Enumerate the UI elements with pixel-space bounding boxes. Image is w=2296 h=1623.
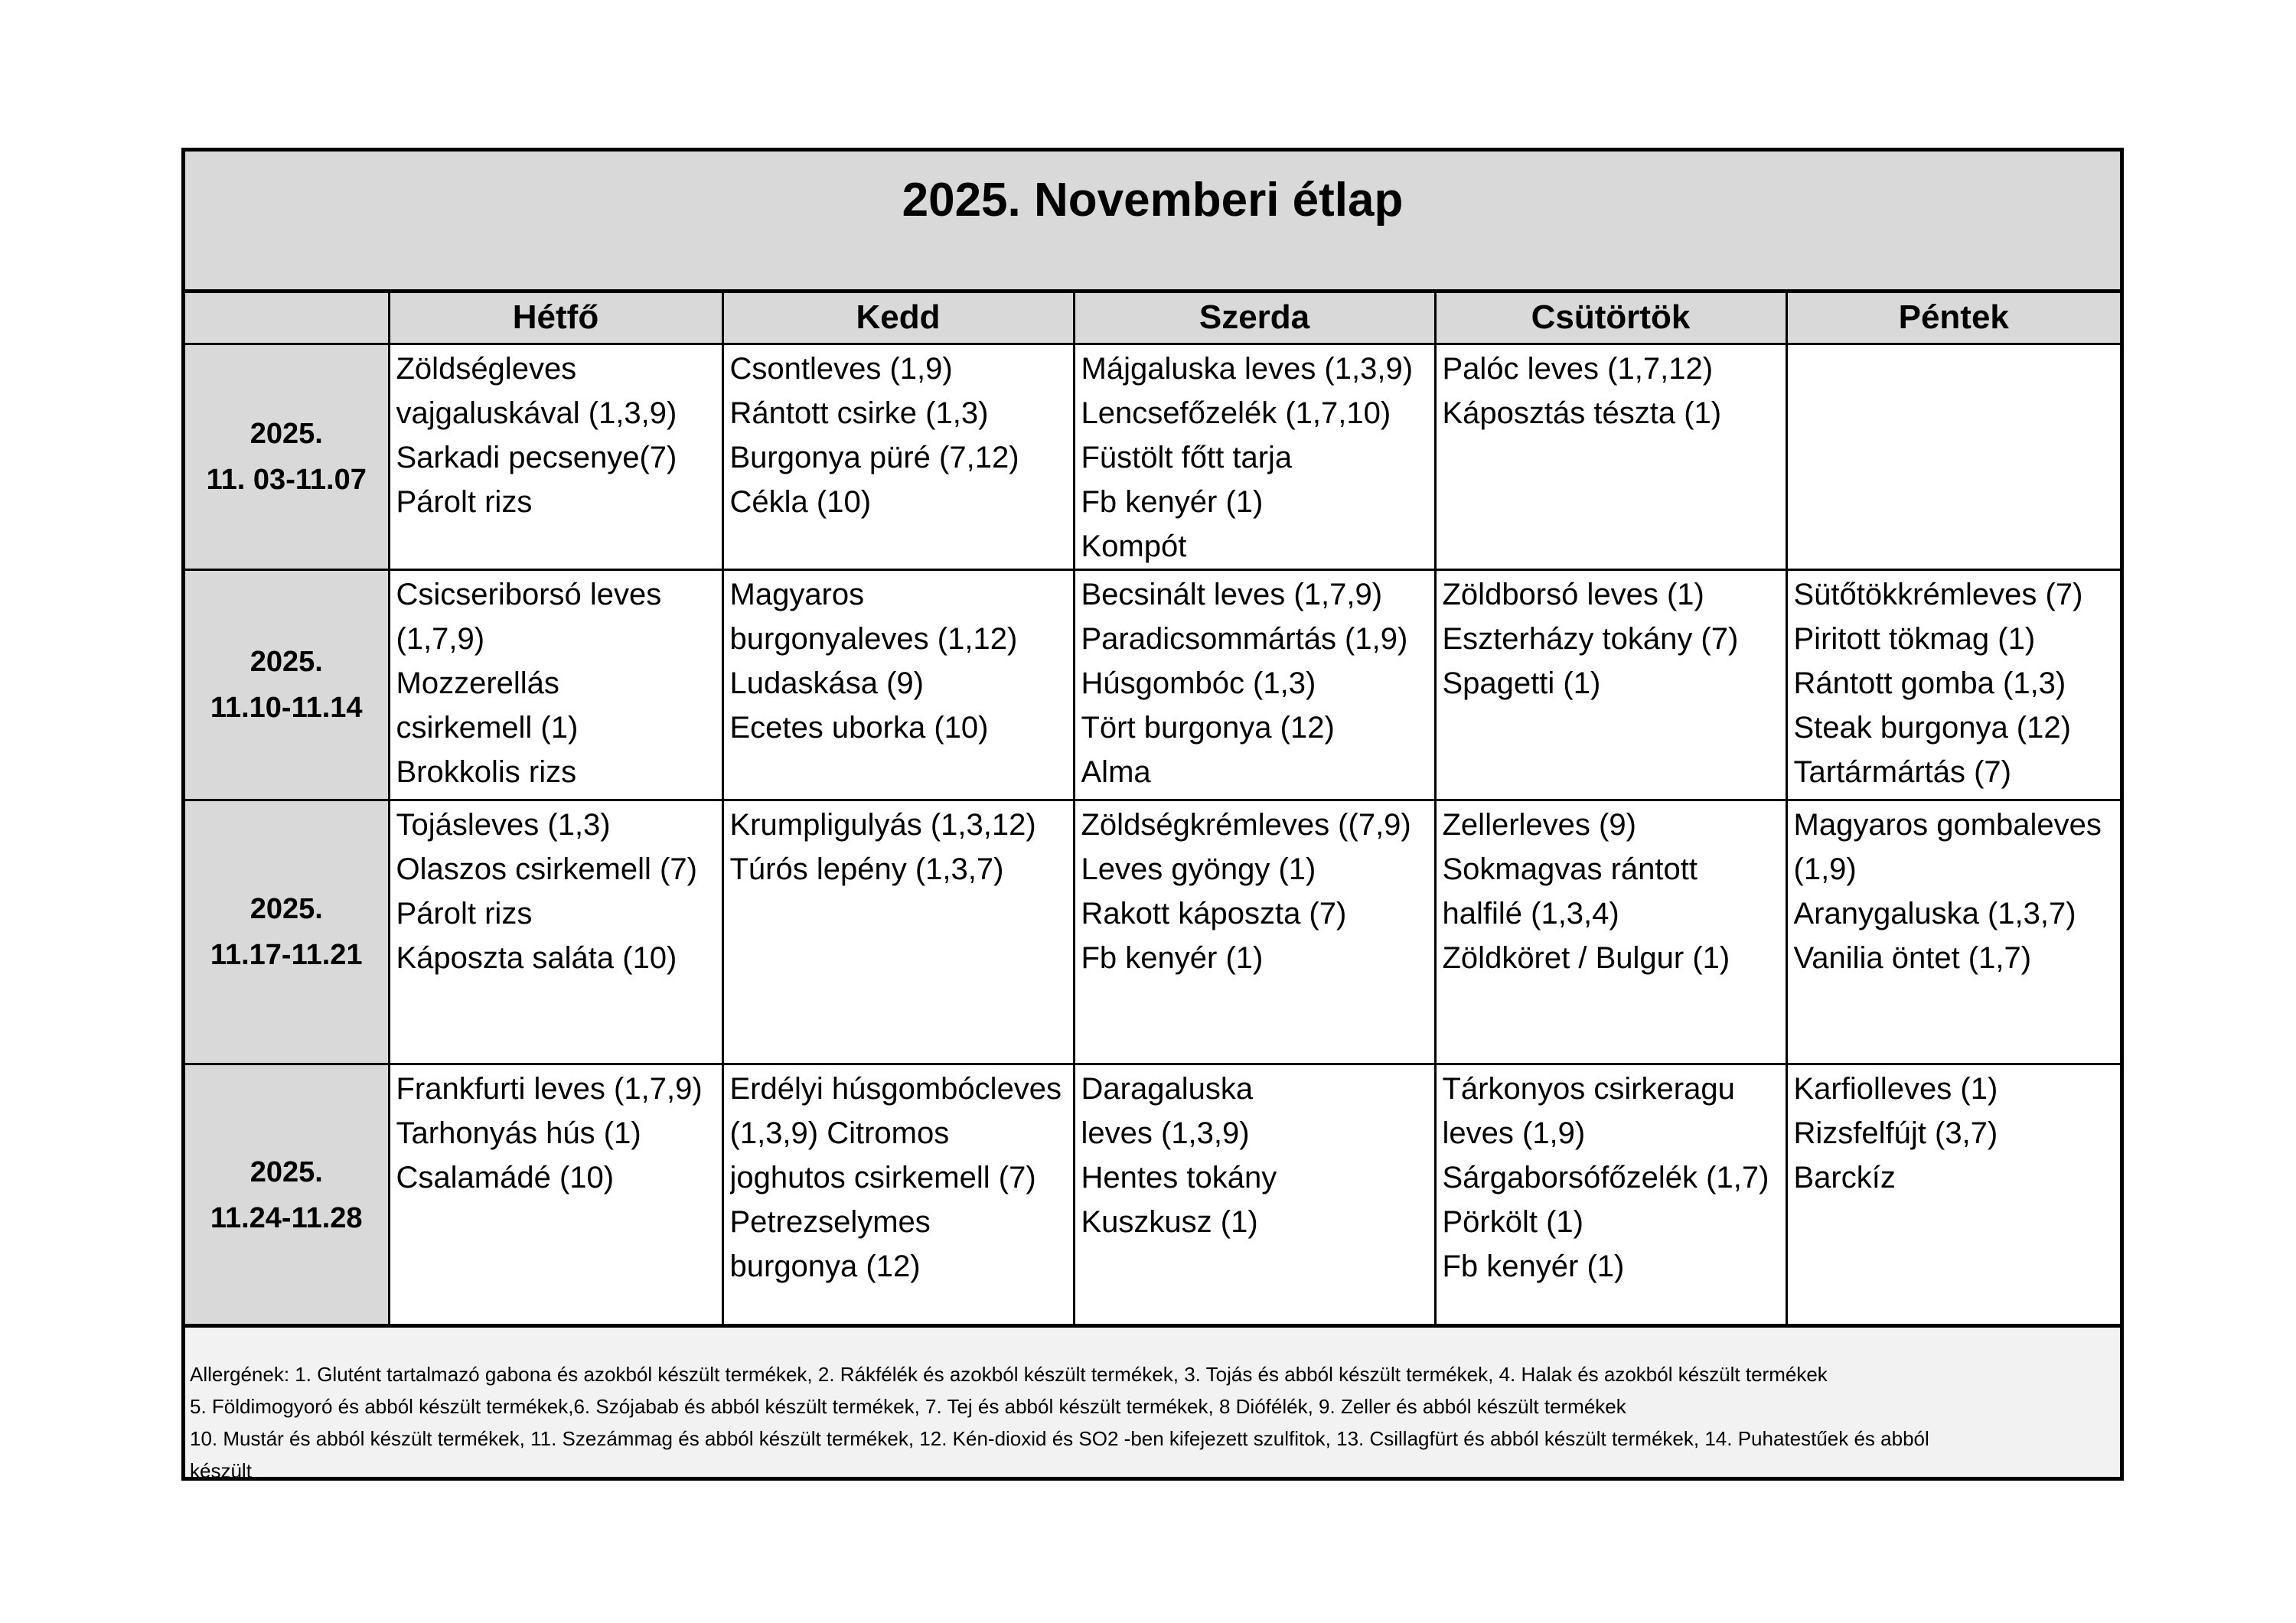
menu-cell-tuesday — [722, 344, 1074, 569]
menu-cell-monday — [389, 344, 722, 569]
menu-item: Rántott csirke (1,3) — [729, 396, 989, 430]
menu-item: Rántott gomba (1,3) — [1793, 666, 2066, 700]
menu-item: Fb kenyér (1) — [1442, 1249, 1625, 1283]
menu-item: Zöldségkrémleves ((7,9) — [1081, 807, 1411, 842]
menu-item: Frankfurti leves (1,7,9) — [396, 1071, 703, 1106]
menu-item: Tartármártás (7) — [1793, 754, 2011, 789]
menu-item: Hentes tokány — [1081, 1160, 1277, 1194]
day-header-monday: Hétfő — [389, 293, 722, 344]
menu-item: Kuszkusz (1) — [1081, 1204, 1258, 1239]
title-bar — [185, 152, 2120, 293]
menu-item: Csontleves (1,9) — [729, 351, 953, 386]
menu-item: Pörkölt (1) — [1442, 1204, 1583, 1239]
menu-item: (1,9) — [1793, 852, 1857, 886]
menu-item: Erdélyi húsgombócleves — [729, 1071, 1062, 1106]
menu-item: Sokmagvas rántott — [1442, 852, 1698, 886]
allergen-legend — [185, 1324, 2120, 1482]
menu-item: Cékla (10) — [729, 484, 872, 519]
menu-item: Fb kenyér (1) — [1081, 940, 1264, 975]
week-date-line: 11.17-11.21 — [210, 938, 363, 971]
menu-item: Leves gyöngy (1) — [1081, 852, 1316, 886]
menu-item: Csicseriborsó leves — [396, 577, 662, 611]
menu-item: Steak burgonya (12) — [1793, 710, 2071, 745]
menu-cell-thursday — [1435, 344, 1786, 569]
week-date-line: 2025. — [249, 645, 323, 678]
header-corner — [185, 293, 389, 344]
menu-frame — [181, 148, 2124, 1481]
day-header-tuesday: Kedd — [722, 293, 1074, 344]
header-row — [185, 293, 2120, 344]
allergen-line: készült — [190, 1459, 252, 1482]
menu-item: Ecetes uborka (10) — [729, 710, 989, 745]
menu-item: (1,3,9) Citromos — [729, 1116, 950, 1150]
week-row — [185, 569, 2120, 800]
allergen-line: Allergének: 1. Glutént tartalmazó gabona és azokból készült termékek, 2. Rákfélék és azokból készült termékek, 3. Tojás és abból készült termékek, 4. Halak és azokból készült termékek — [190, 1363, 1828, 1386]
menu-cell-wednesday — [1074, 800, 1435, 1064]
menu-item: Párolt rizs — [396, 484, 533, 519]
week-date-cell — [185, 569, 389, 800]
menu-item: Spagetti (1) — [1442, 666, 1601, 700]
page-title: 2025. Novemberi étlap — [902, 174, 1404, 227]
week-date-line: 2025. — [249, 1155, 323, 1188]
week-date-cell — [185, 1064, 389, 1325]
menu-item: Burgonya püré (7,12) — [729, 440, 1019, 474]
menu-item: vajgaluskával (1,3,9) — [396, 396, 677, 430]
menu-item: Káposztás tészta (1) — [1442, 396, 1722, 430]
menu-item: joghutos csirkemell (7) — [729, 1160, 1036, 1194]
menu-item: Zellerleves (9) — [1442, 807, 1636, 842]
menu-item: Tojásleves (1,3) — [396, 807, 611, 842]
allergen-line: 5. Földimogyoró és abból készült termékek,6. Szójabab és abból készült termékek, 7. Tej és abból készült termékek, 8 Diófélék, 9. Zeller és abból készült termékek — [190, 1395, 1626, 1418]
menu-item: (1,7,9) — [396, 621, 485, 656]
menu-item: Rakott káposzta (7) — [1081, 896, 1347, 930]
menu-cell-thursday — [1435, 800, 1786, 1064]
menu-item: Tört burgonya (12) — [1081, 710, 1335, 745]
menu-item: Sütőtökkrémleves (7) — [1793, 577, 2083, 611]
menu-item: Tárkonyos csirkeragu — [1442, 1071, 1735, 1106]
menu-item: Alma — [1081, 754, 1151, 789]
menu-item: Zöldségleves — [396, 351, 577, 386]
menu-item: Fb kenyér (1) — [1081, 484, 1264, 519]
menu-item: Magyaros gombaleves — [1793, 807, 2102, 842]
week-date-line: 2025. — [249, 892, 323, 925]
day-header-wednesday: Szerda — [1074, 293, 1435, 344]
menu-item: leves (1,9) — [1442, 1116, 1586, 1150]
week-date-line: 2025. — [249, 417, 323, 450]
menu-item: Zöldköret / Bulgur (1) — [1442, 940, 1730, 975]
menu-item: Magyaros — [729, 577, 865, 611]
week-date-cell — [185, 344, 389, 569]
menu-item: Tarhonyás hús (1) — [396, 1116, 641, 1150]
menu-item: Sarkadi pecsenye(7) — [396, 440, 677, 474]
menu-item: Palóc leves (1,7,12) — [1442, 351, 1714, 386]
menu-cell-friday — [1786, 569, 2120, 800]
week-row — [185, 800, 2120, 1064]
week-date-line: 11.10-11.14 — [210, 691, 363, 724]
menu-item: burgonya (12) — [729, 1249, 921, 1283]
menu-item: halfilé (1,3,4) — [1442, 896, 1619, 930]
menu-item: Füstölt főtt tarja — [1081, 440, 1293, 474]
week-date-cell — [185, 800, 389, 1064]
menu-item: Túrós lepény (1,3,7) — [729, 852, 1004, 886]
menu-item: Aranygaluska (1,3,7) — [1793, 896, 2076, 930]
menu-table — [185, 293, 2120, 1325]
menu-cell-tuesday — [722, 569, 1074, 800]
menu-item: csirkemell (1) — [396, 710, 579, 745]
menu-cell-thursday — [1435, 569, 1786, 800]
menu-cell-friday — [1786, 800, 2120, 1064]
menu-item: burgonyaleves (1,12) — [729, 621, 1018, 656]
menu-item: Daragaluska — [1081, 1071, 1254, 1106]
week-date-line: 11. 03-11.07 — [206, 463, 367, 496]
menu-cell-monday — [389, 1064, 722, 1325]
week-row — [185, 1064, 2120, 1325]
menu-item: Piritott tökmag (1) — [1793, 621, 2036, 656]
menu-cell-wednesday — [1074, 344, 1435, 569]
menu-cell-friday — [1786, 344, 2120, 569]
menu-item: Petrezselymes — [729, 1204, 931, 1239]
day-header-thursday: Csütörtök — [1435, 293, 1786, 344]
menu-item: Májgaluska leves (1,3,9) — [1081, 351, 1414, 386]
menu-item: Becsinált leves (1,7,9) — [1081, 577, 1383, 611]
week-date-line: 11.24-11.28 — [210, 1201, 363, 1234]
menu-item: Kompót — [1081, 529, 1187, 563]
week-row — [185, 344, 2120, 569]
menu-item: Karfiolleves (1) — [1793, 1071, 1998, 1106]
menu-cell-thursday — [1435, 1064, 1786, 1325]
menu-item: Paradicsommártás (1,9) — [1081, 621, 1408, 656]
menu-item: Káposzta saláta (10) — [396, 940, 677, 975]
menu-item: Mozzerellás — [396, 666, 559, 700]
menu-cell-tuesday — [722, 800, 1074, 1064]
menu-cell-tuesday — [722, 1064, 1074, 1325]
menu-item: Párolt rizs — [396, 896, 533, 930]
day-header-friday: Péntek — [1786, 293, 2120, 344]
menu-item: Barckíz — [1793, 1160, 1896, 1194]
allergen-line: 10. Mustár és abból készült termékek, 11. Szezámmag és abból készült termékek, 12. Kén-dioxid és SO2 -ben kifejezett szulfitok, 13. Csillagfürt és abból készült termékek, 14. Puhatestűek és abból — [190, 1427, 1929, 1450]
menu-item: Ludaskása (9) — [729, 666, 924, 700]
menu-item: Zöldborsó leves (1) — [1442, 577, 1704, 611]
menu-item: Lencsefőzelék (1,7,10) — [1081, 396, 1391, 430]
menu-cell-monday — [389, 569, 722, 800]
menu-cell-wednesday — [1074, 1064, 1435, 1325]
menu-item: leves (1,3,9) — [1081, 1116, 1250, 1150]
menu-item: Húsgombóc (1,3) — [1081, 666, 1316, 700]
menu-cell-friday — [1786, 1064, 2120, 1325]
menu-item: Krumpligulyás (1,3,12) — [729, 807, 1036, 842]
menu-item: Rizsfelfújt (3,7) — [1793, 1116, 1998, 1150]
menu-item: Brokkolis rizs — [396, 754, 577, 789]
menu-cell-wednesday — [1074, 569, 1435, 800]
menu-item: Vanilia öntet (1,7) — [1793, 940, 2032, 975]
menu-item: Csalamádé (10) — [396, 1160, 615, 1194]
menu-cell-monday — [389, 800, 722, 1064]
menu-item: Olaszos csirkemell (7) — [396, 852, 697, 886]
menu-item: Eszterházy tokány (7) — [1442, 621, 1739, 656]
menu-item: Sárgaborsófőzelék (1,7) — [1442, 1160, 1769, 1194]
